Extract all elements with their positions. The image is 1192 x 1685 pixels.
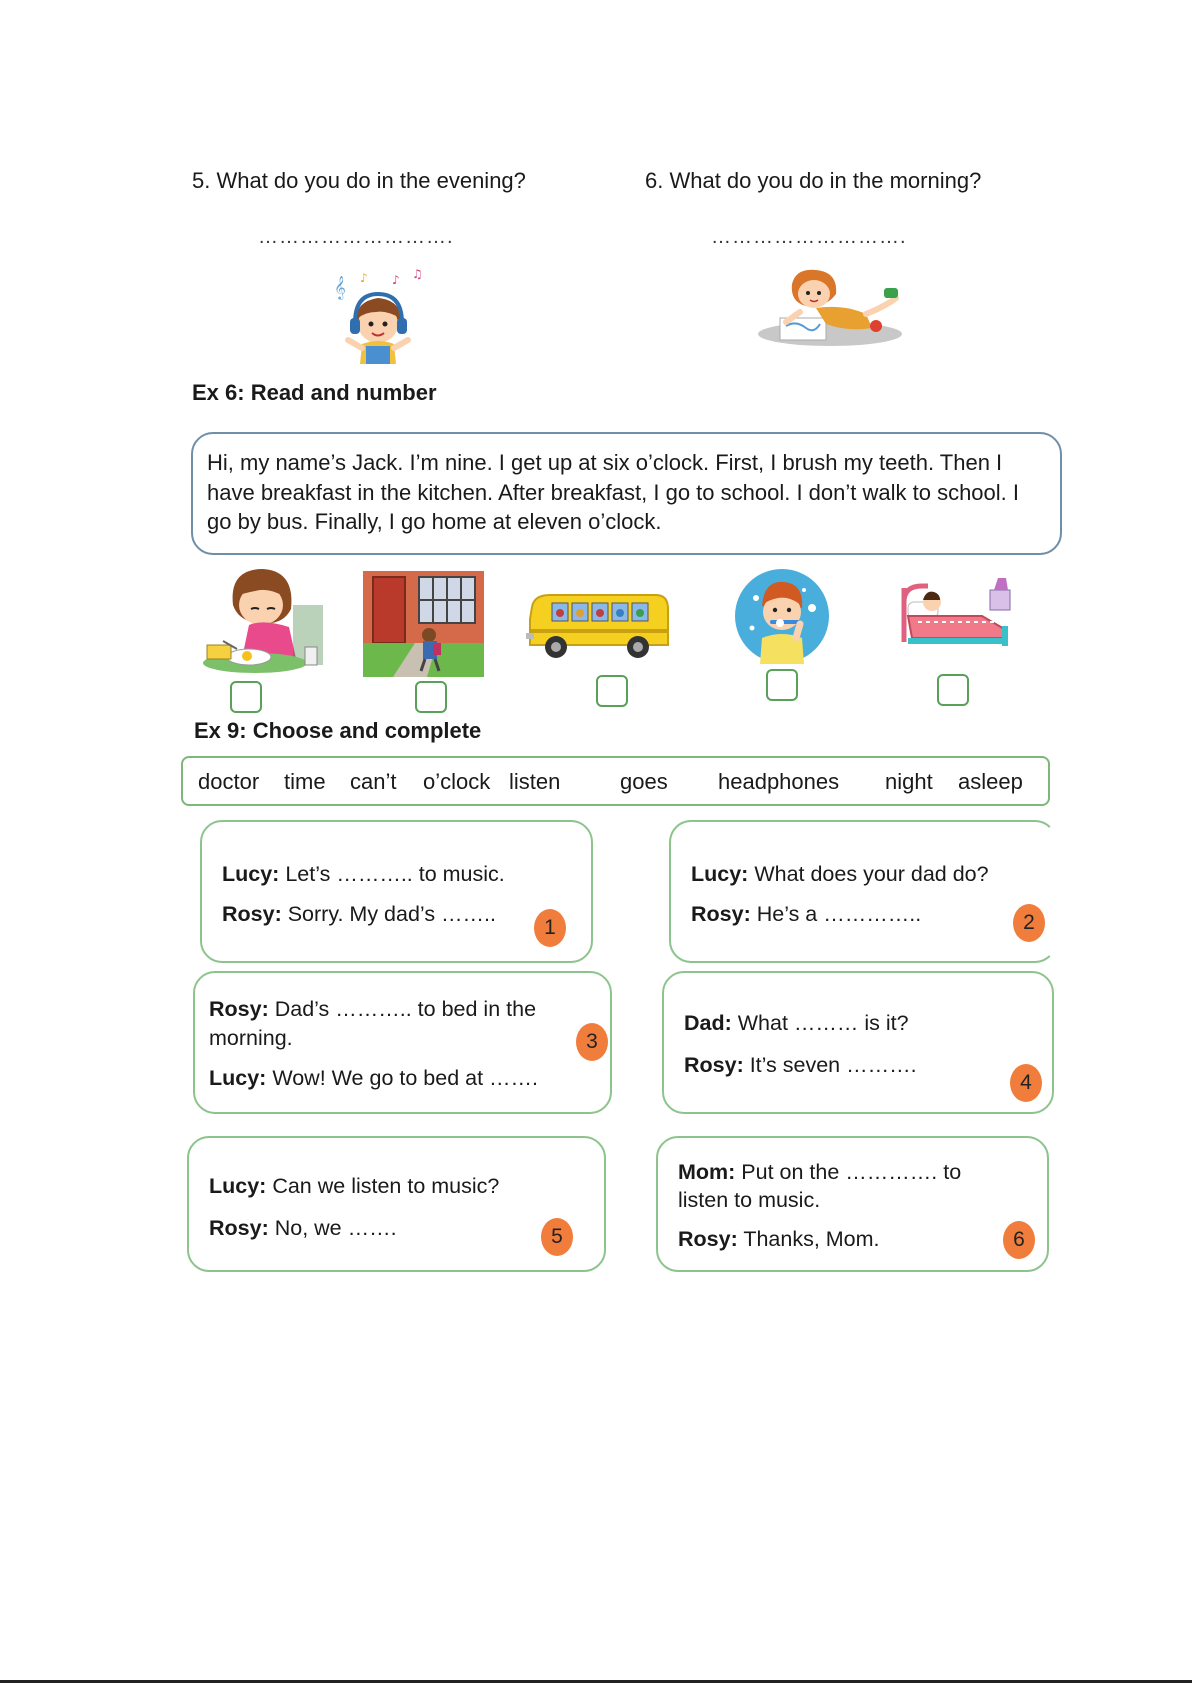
dialog-3-line-1: Rosy: Dad’s ……….. to bed in the (209, 997, 537, 1021)
dialog-number-3: 3 (576, 1023, 608, 1061)
dialog-number-4: 4 (1010, 1064, 1042, 1102)
dialog-1-line-1: Lucy: Let’s ……….. to music. (222, 862, 505, 886)
dialog-5 (187, 1136, 606, 1272)
dialog-number-1: 1 (534, 909, 566, 947)
word-night: night (885, 769, 933, 794)
word-bank (181, 756, 1050, 806)
dialog-number-6: 6 (1003, 1221, 1035, 1259)
checkbox-picture-2[interactable] (415, 681, 447, 713)
girl-eating-breakfast-icon (193, 565, 331, 677)
question-6: 6. What do you do in the morning? (645, 168, 982, 193)
dialog-6 (656, 1136, 1049, 1272)
word-doctor: doctor (198, 769, 260, 794)
ex6-title: Ex 6: Read and number (192, 380, 437, 405)
girl-drawing-icon (756, 268, 904, 348)
dialog-3-line-3: Lucy: Wow! We go to bed at ……. (209, 1066, 539, 1090)
child-in-bed-icon (898, 572, 1016, 650)
boy-walking-to-school-icon (363, 571, 484, 677)
svg-text:♪: ♪ (360, 271, 368, 285)
dialog-number-5: 5 (541, 1218, 573, 1256)
dialog-4 (662, 971, 1054, 1114)
ex6-reading-passage: Hi, my name’s Jack. I’m nine. I get up at six o’clock. First, I brush my teeth. Then I have breakfast in the kitchen. After breakfast, I go to school. I don’t walk to school. I go by bus. Finally, I go home at eleven o’clock. (191, 432, 1062, 555)
word-asleep: asleep (958, 769, 1023, 794)
checkbox-picture-5[interactable] (937, 674, 969, 706)
checkbox-picture-4[interactable] (766, 669, 798, 701)
word-time: time (284, 769, 326, 794)
word-cant: can’t (350, 769, 397, 794)
page-bottom-rule (0, 1680, 1192, 1683)
ex9-title: Ex 9: Choose and complete (194, 718, 482, 743)
svg-text:𝄞: 𝄞 (334, 275, 346, 299)
dialog-4-line-1: Dad: What ……… is it? (684, 1011, 909, 1035)
boy-brushing-teeth-icon (734, 568, 830, 664)
dialog-5-line-2: Rosy: No, we ……. (209, 1216, 397, 1240)
dialog-2 (669, 820, 1057, 963)
dialog-6-line-1: Mom: Put on the …………. to (678, 1160, 962, 1184)
svg-text:♫: ♫ (412, 268, 423, 281)
answer-line-5: ………………………. (258, 226, 454, 248)
school-bus-icon (526, 593, 671, 661)
svg-text:♪: ♪ (392, 273, 400, 287)
dialog-3-line-2: morning. (209, 1026, 293, 1050)
checkbox-picture-3[interactable] (596, 675, 628, 707)
dialog-5-line-1: Lucy: Can we listen to music? (209, 1174, 500, 1198)
answer-line-6: ………………………. (711, 226, 907, 248)
dialog-2-line-2: Rosy: He’s a ………….. (691, 902, 922, 926)
dialog-6-line-3: Rosy: Thanks, Mom. (678, 1227, 880, 1251)
dialog-4-line-2: Rosy: It’s seven ………. (684, 1053, 917, 1077)
dialog-3 (193, 971, 612, 1114)
dialog-6-line-2: listen to music. (678, 1188, 821, 1212)
dialog-number-2: 2 (1013, 904, 1045, 942)
dialog-2-line-1: Lucy: What does your dad do? (691, 862, 989, 886)
question-5: 5. What do you do in the evening? (192, 168, 526, 193)
word-headphones: headphones (718, 769, 840, 794)
word-goes: goes (620, 769, 668, 794)
dialog-1-line-2: Rosy: Sorry. My dad’s …….. (222, 902, 496, 926)
dialog-1 (200, 820, 593, 963)
word-oclock: o’clock (423, 769, 491, 794)
word-listen: listen (509, 769, 561, 794)
girl-with-headphones-icon (330, 268, 430, 364)
checkbox-picture-1[interactable] (230, 681, 262, 713)
